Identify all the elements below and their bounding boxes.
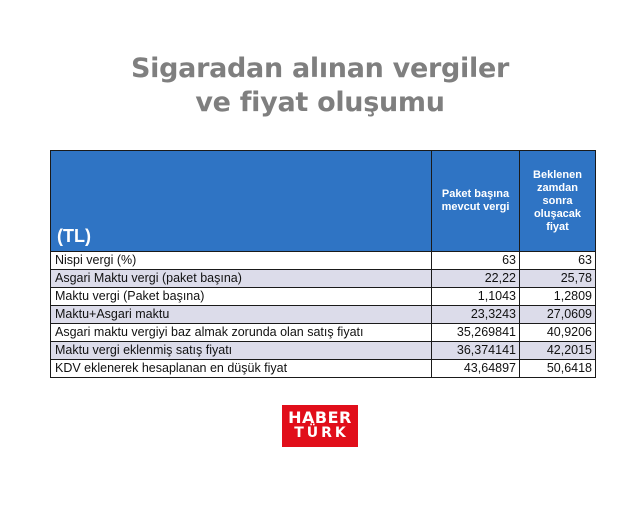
current-value: 63 bbox=[432, 252, 520, 270]
table-row bbox=[51, 360, 596, 378]
current-value: 36,374141 bbox=[432, 342, 520, 360]
row-label: Asgari maktu vergiyi baz almak zorunda olan satış fiyatı bbox=[51, 324, 432, 342]
row-label: Asgari Maktu vergi (paket başına) bbox=[51, 270, 432, 288]
logo-line-1: HABER bbox=[288, 408, 352, 427]
current-tax-header: Paket başına mevcut vergi bbox=[432, 151, 520, 252]
table-row bbox=[51, 342, 596, 360]
expected-value: 63 bbox=[520, 252, 596, 270]
table-row bbox=[51, 252, 596, 270]
current-value: 22,22 bbox=[432, 270, 520, 288]
current-value: 23,3243 bbox=[432, 306, 520, 324]
haberturk-logo bbox=[282, 405, 358, 447]
current-value: 35,269841 bbox=[432, 324, 520, 342]
row-label: KDV eklenerek hesaplanan en düşük fiyat bbox=[51, 360, 432, 378]
table-header-row bbox=[51, 151, 596, 252]
expected-value: 27,0609 bbox=[520, 306, 596, 324]
row-label: Maktu vergi eklenmiş satış fiyatı bbox=[51, 342, 432, 360]
row-label: Maktu+Asgari maktu bbox=[51, 306, 432, 324]
title-line-2: ve fiyat oluşumu bbox=[195, 87, 445, 118]
expected-value: 1,2809 bbox=[520, 288, 596, 306]
expected-value: 25,78 bbox=[520, 270, 596, 288]
current-value: 1,1043 bbox=[432, 288, 520, 306]
current-value: 43,64897 bbox=[432, 360, 520, 378]
unit-header: (TL) bbox=[51, 151, 432, 252]
expected-value: 42,2015 bbox=[520, 342, 596, 360]
logo-line-2: TÜRK bbox=[294, 425, 349, 441]
page-title bbox=[0, 52, 640, 120]
table-row bbox=[51, 324, 596, 342]
table-row bbox=[51, 306, 596, 324]
table-row bbox=[51, 288, 596, 306]
title-line-1: Sigaradan alınan vergiler bbox=[131, 53, 509, 84]
tax-table bbox=[50, 150, 596, 378]
expected-value: 50,6418 bbox=[520, 360, 596, 378]
row-label: Nispi vergi (%) bbox=[51, 252, 432, 270]
expected-value: 40,9206 bbox=[520, 324, 596, 342]
row-label: Maktu vergi (Paket başına) bbox=[51, 288, 432, 306]
table-row bbox=[51, 270, 596, 288]
expected-price-header: Beklenen zamdan sonra oluşacak fiyat bbox=[520, 151, 596, 252]
